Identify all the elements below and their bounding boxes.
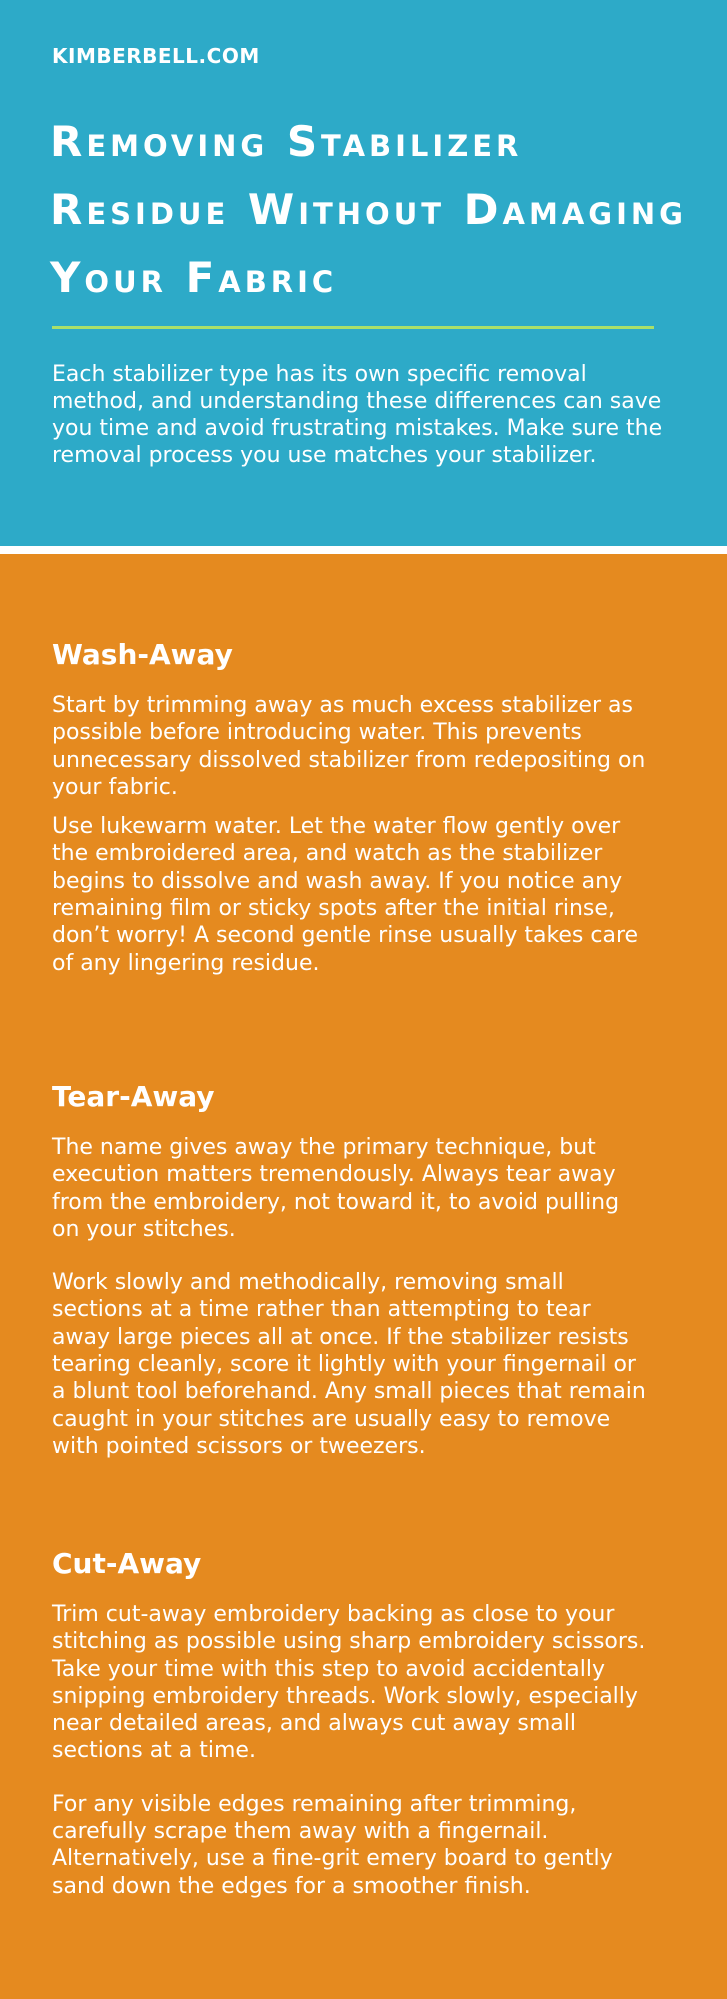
section-paragraph: Use lukewarm water. Let the water flow gently over the embroidered area, and watch as the stabilizer begins to dissolve and wash away. If you notice any remaining film or sticky spots after the initial rinse, don’t worry! A second gentle rinse usually takes care of any lingering residue. xyxy=(52,814,639,976)
section-heading: Cut-Away xyxy=(52,1547,202,1580)
section-heading: Tear-Away xyxy=(52,1080,215,1113)
section-paragraph: The name gives away the primary technique, but execution matters tremendously. Always tear away from the embroidery, not toward it, to avoid pulling on your stitches. xyxy=(52,1135,620,1242)
section-paragraph: Work slowly and methodically, removing small sections at a time rather than attempting to tear away large pieces all at once. If the stabilizer resists tearing cleanly, score it lightly with your fingernail or a blunt tool beforehand. Any small pieces that remain caught in your stitches are usually easy to remove with pointed scissors or tweezers. xyxy=(52,1270,646,1459)
section-wash-away xyxy=(52,638,652,977)
section-divider xyxy=(0,546,727,554)
section-paragraph: For any visible edges remaining after trimming, carefully scrape them away with a fingernail. Alternatively, use a fine-grit emery board to gently sand down the edges for a smoother finish. xyxy=(52,1791,613,1899)
page-title: Removing Stabilizer Residue Without Damaging Your Fabric xyxy=(50,117,687,302)
title-divider xyxy=(52,326,654,329)
section-cut-away xyxy=(52,1547,652,1900)
intro-paragraph: Each stabilizer type has its own specific removal method, and understanding these differences can save you time and avoid frustrating mistakes. Make sure the removal process you use matches your stabilizer. xyxy=(52,362,663,468)
section-paragraph: Trim cut-away embroidery backing as close to your stitching as possible using sharp embroidery scissors. Take your time with this step to avoid accidentally snipping embroidery threads. Work slowly, especially near detailed areas, and always cut away small sections at a time. xyxy=(52,1602,646,1764)
section-heading: Wash-Away xyxy=(52,638,233,671)
section-tear-away xyxy=(52,1080,652,1460)
site-brand: KIMBERBELL.COM xyxy=(52,44,260,68)
header-panel xyxy=(0,0,727,546)
section-paragraph: Start by trimming away as much excess stabilizer as possible before introducing water. This prevents unnecessary dissolved stabilizer from redepositing on your fabric. xyxy=(52,693,646,800)
